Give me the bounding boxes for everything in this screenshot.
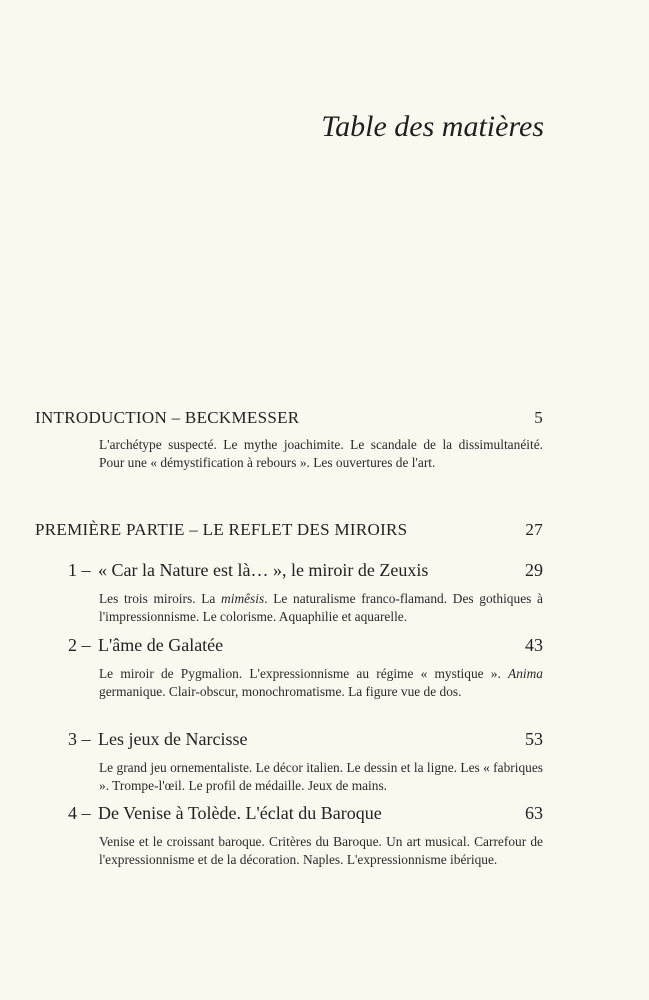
part-one-heading xyxy=(35,520,543,540)
chapter-1-title: « Car la Nature est là… », le miroir de Zeuxis xyxy=(98,560,429,580)
chapter-1-summary xyxy=(99,590,543,626)
chapter-2-title: L'âme de Galatée xyxy=(98,635,224,655)
chapter-1-page-number: 29 xyxy=(525,560,543,580)
part-one-page-number: 27 xyxy=(525,520,543,539)
chapter-1-summary-part-a: Les trois miroirs. La xyxy=(99,591,222,606)
introduction-page-number: 5 xyxy=(534,408,543,427)
page-title: Table des matières xyxy=(321,110,544,143)
introduction-heading-text: INTRODUCTION – BECKMESSER xyxy=(35,408,300,427)
chapter-2-summary-part-a: Le miroir de Pygmalion. L'expressionnisme au régime « mystique ». xyxy=(99,666,509,681)
chapter-2-number: 2 – xyxy=(68,635,91,655)
chapter-2-page-number: 43 xyxy=(525,635,543,655)
chapter-3-page-number: 53 xyxy=(525,729,543,749)
part-one-heading-text: PREMIÈRE PARTIE – LE REFLET DES MIROIRS xyxy=(35,520,408,539)
chapter-4-summary: Venise et le croissant baroque. Critères du Baroque. Un art musical. Carrefour de l'expressionnisme et de la décoration. Naples. L'expressionnisme ibérique. xyxy=(99,834,543,867)
chapter-3-heading xyxy=(68,729,543,750)
chapter-1-summary-emphasis: mimêsis xyxy=(221,591,265,606)
chapter-1-heading xyxy=(68,560,543,581)
chapter-4-number: 4 – xyxy=(68,803,91,823)
chapter-2-summary xyxy=(99,665,543,701)
chapter-3-title: Les jeux de Narcisse xyxy=(98,729,248,749)
introduction-summary: L'archétype suspecté. Le mythe joachimite. Le scandale de la dissimultanéité. Pour une « démystification à rebours ». Les ouvertures de l'art. xyxy=(99,437,543,470)
introduction-heading xyxy=(35,408,543,428)
chapter-3-summary: Le grand jeu ornementaliste. Le décor italien. Le dessin et la ligne. Les « fabriques ». Trompe-l'œil. Le profil de médaille. Jeux de mains. xyxy=(99,760,543,793)
chapter-2-summary-emphasis: Anima xyxy=(508,666,543,681)
chapter-1-number: 1 – xyxy=(68,560,91,580)
chapter-3-number: 3 – xyxy=(68,729,91,749)
chapter-4-heading xyxy=(68,803,543,824)
chapter-2-summary-part-b: germanique. Clair-obscur, monochromatisme. La figure vue de dos. xyxy=(99,684,462,699)
chapter-2-heading xyxy=(68,635,543,656)
chapter-1-summary-part-b: . Le naturalisme franco-flamand. Des gothiques à l'impressionnisme. Le colorisme. Aquaphilie et aquarelle. xyxy=(99,591,543,624)
chapter-4-title: De Venise à Tolède. L'éclat du Baroque xyxy=(98,803,382,823)
chapter-4-page-number: 63 xyxy=(525,803,543,823)
